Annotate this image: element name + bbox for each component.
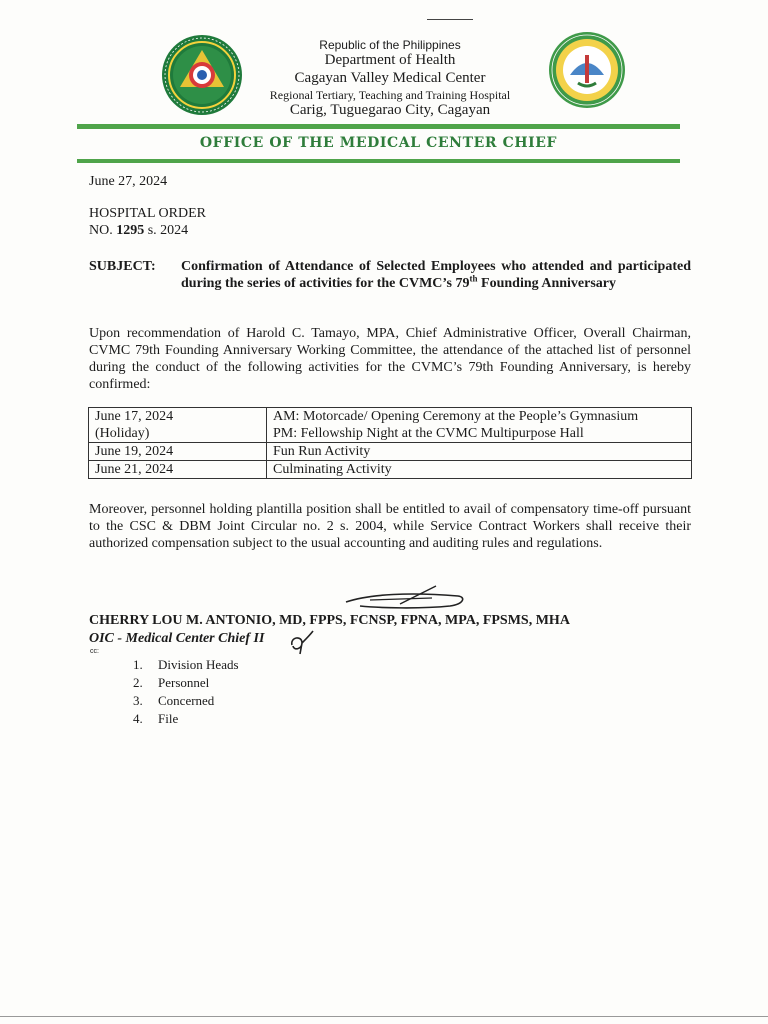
table-row (89, 408, 692, 443)
subject-text-start: Confirmation of Attendance of Selected Employees who attended and participated during the series of activities for the CVMC’s 79 (181, 259, 691, 291)
subject-text-end: Founding Anniversary (477, 276, 617, 291)
activity-line: Culminating Activity (273, 462, 392, 477)
list-item: 2. Personnel (133, 675, 210, 690)
activities-table (88, 407, 692, 479)
hospital-name: Cagayan Valley Medical Center (294, 69, 486, 86)
republic-line: Republic of the Philippines (319, 38, 461, 52)
office-title: OFFICE OF THE MEDICAL CENTER CHIEF (199, 135, 558, 151)
list-item: 4. File (133, 711, 179, 726)
activity-date: June 19, 2024 (95, 444, 174, 459)
cvmc-seal-icon (548, 31, 626, 109)
activity-date-cell (89, 461, 267, 479)
activity-date-cell (89, 408, 267, 443)
bottom-edge-line (0, 1016, 768, 1017)
order-type: HOSPITAL ORDER (89, 206, 206, 221)
handwritten-signature (340, 582, 470, 612)
order-number: 1295 (116, 223, 145, 238)
list-item: 1. Division Heads (133, 657, 239, 672)
handwritten-initial (288, 629, 316, 655)
top-pen-mark (427, 19, 473, 20)
signatory-title: OIC - Medical Center Chief II (89, 631, 265, 646)
order-series: s. 2024 (147, 223, 189, 238)
subject-superscript: th (469, 273, 478, 284)
cc-list (133, 656, 239, 728)
order-no-prefix: NO. (89, 223, 113, 238)
activity-cell (267, 408, 692, 443)
order-heading (89, 205, 691, 239)
activity-date-note: (Holiday) (95, 426, 150, 441)
activity-date-cell (89, 443, 267, 461)
subject-block (89, 258, 691, 292)
cc-label: cc: (90, 648, 99, 655)
department-line: Department of Health (324, 52, 456, 69)
recommendation-paragraph: Upon recommendation of Harold C. Tamayo, MPA, Chief Administrative Officer, Overall Chairman, CVMC 79th Founding Anniversary Working Committee, the attendance of the attached list of personnel during the conduct of the following activities for the CVMC’s 79th Founding Anniversary, is hereby confirmed: (89, 326, 691, 392)
hospital-address: Carig, Tuguegarao City, Cagayan (289, 101, 491, 118)
hospital-designation: Regional Tertiary, Teaching and Training Hospital (269, 87, 511, 102)
green-rule-top (77, 124, 680, 129)
table-row (89, 461, 692, 479)
table-row (89, 443, 692, 461)
compensation-paragraph: Moreover, personnel holding plantilla position shall be entitled to avail of compensatory time-off pursuant to the CSC & DBM Joint Circular no. 2 s. 2004, while Service Contract Workers shall receive their authorized compensation subject to the usual accounting and auditing rules and regulations. (89, 502, 691, 551)
activity-cell (267, 461, 692, 479)
list-item: 3. Concerned (133, 693, 215, 708)
activity-line: AM: Motorcade/ Opening Ceremony at the People’s Gymnasium (273, 409, 639, 424)
activity-line: PM: Fellowship Night at the CVMC Multipurpose Hall (273, 426, 584, 441)
doh-seal-icon (161, 34, 243, 116)
subject-text (181, 258, 691, 292)
subject-label: SUBJECT: (89, 259, 156, 274)
activity-line: Fun Run Activity (273, 444, 371, 459)
activity-date: June 17, 2024 (95, 409, 174, 424)
order-number-line (89, 222, 691, 239)
letterhead (240, 38, 540, 119)
green-rule-bottom (77, 159, 680, 163)
order-date: June 27, 2024 (89, 174, 168, 189)
activity-cell (267, 443, 692, 461)
activity-date: June 21, 2024 (95, 462, 174, 477)
signatory-name: CHERRY LOU M. ANTONIO, MD, FPPS, FCNSP, FPNA, MPA, FPSMS, MHA (89, 613, 570, 628)
